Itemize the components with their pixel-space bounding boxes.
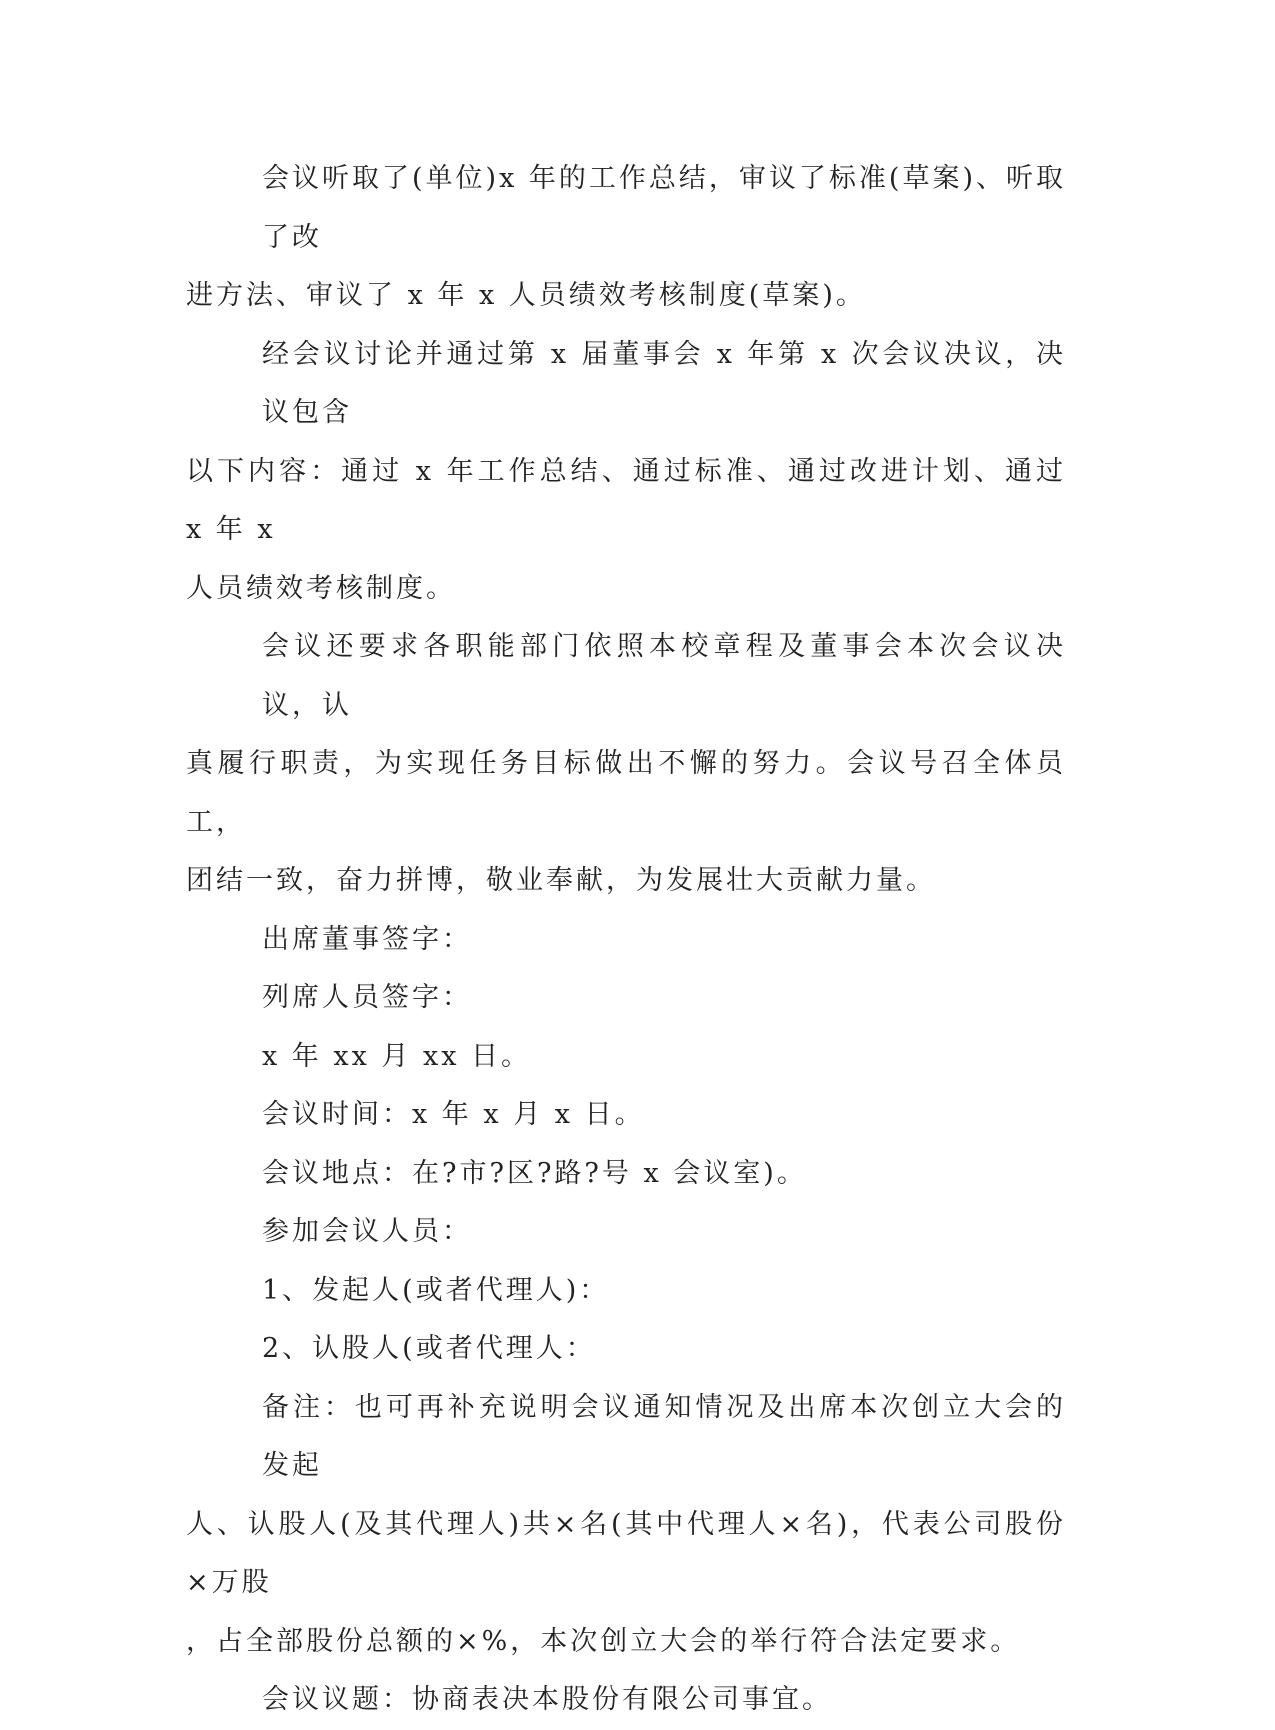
text-line: 出席董事签字： — [262, 923, 472, 955]
text-line: 参加会议人员： — [262, 1216, 472, 1247]
paragraph-resolution — [186, 326, 1066, 619]
text-line: 团结一致，奋力拼博，敬业奉献，为发展壮大贡献力量。 — [186, 865, 936, 896]
text-line: 经会议讨论并通过第 x 届董事会 x 年第 x 次会议决议，决议包含 — [262, 338, 1066, 428]
text-line: 会议议题：协商表决本股份有限公司事宜。 — [262, 1684, 832, 1715]
paragraph-director-signature — [186, 911, 1066, 970]
text-line: 会议还要求各职能部门依照本校章程及董事会本次会议决议，认 — [262, 631, 1066, 721]
text-line: 备注：也可再补充说明会议通知情况及出席本次创立大会的发起 — [262, 1391, 1066, 1481]
paragraph-requirements — [186, 618, 1066, 911]
paragraph-work-summary — [186, 150, 1066, 326]
text-line: 以下内容：通过 x 年工作总结、通过标准、通过改进计划、通过 x 年 x — [186, 455, 1066, 545]
paragraph-agenda — [186, 1671, 1066, 1730]
document-body — [186, 150, 1066, 1730]
text-line: 人、认股人(及其代理人)共×名(其中代理人×名)，代表公司股份×万股 — [186, 1508, 1066, 1598]
text-line: 人员绩效考核制度。 — [186, 572, 456, 604]
text-line: x 年 xx 月 xx 日。 — [262, 1040, 532, 1072]
text-line: 列席人员签字： — [262, 982, 472, 1013]
paragraph-meeting-time — [186, 1086, 1066, 1145]
text-line: 会议地点：在?市?区?路?号 x 会议室)。 — [262, 1157, 807, 1189]
text-line: ，占全部股份总额的×%，本次创立大会的举行符合法定要求。 — [186, 1625, 1021, 1657]
paragraph-meeting-location — [186, 1145, 1066, 1204]
text-line: 会议时间：x 年 x 月 x 日。 — [262, 1099, 645, 1130]
paragraph-attendee-signature — [186, 969, 1066, 1028]
text-line: 2、认股人(或者代理人： — [262, 1333, 596, 1364]
text-line: 真履行职责，为实现任务目标做出不懈的努力。会议号召全体员工， — [186, 748, 1066, 838]
paragraph-participants — [186, 1203, 1066, 1262]
paragraph-date — [186, 1028, 1066, 1087]
paragraph-initiators — [186, 1262, 1066, 1321]
paragraph-subscribers — [186, 1320, 1066, 1379]
text-line: 1、发起人(或者代理人)： — [262, 1274, 610, 1306]
text-line: 会议听取了(单位)x 年的工作总结，审议了标准(草案)、听取了改 — [262, 163, 1066, 253]
paragraph-remarks — [186, 1379, 1066, 1672]
text-line: 进方法、审议了 x 年 x 人员绩效考核制度(草案)。 — [186, 280, 866, 311]
